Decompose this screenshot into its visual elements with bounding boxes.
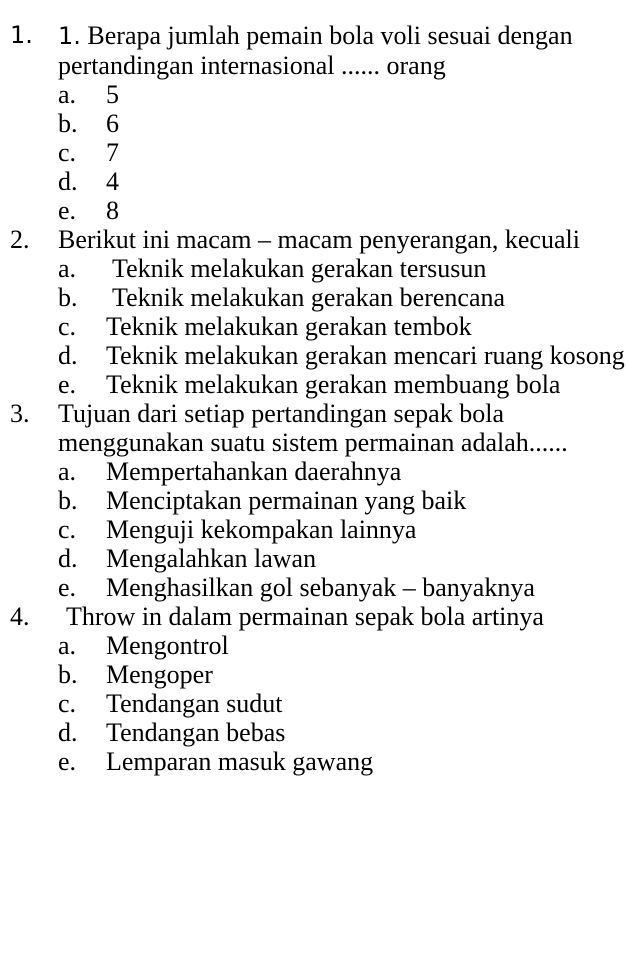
question-text: Tujuan dari setiap pertandingan sepak bola menggunakan suatu sistem permainan adalah...... [58, 399, 568, 457]
question-number: 1. [10, 21, 33, 49]
option-d [58, 718, 628, 747]
option-text: Teknik melakukan gerakan mencari ruang kosong [106, 341, 625, 370]
option-letter: d. [58, 544, 78, 573]
option-a [58, 254, 628, 283]
option-text: Menciptakan permainan yang baik [106, 486, 467, 515]
question-text: Berikut ini macam – macam penyerangan, kecuali [58, 225, 580, 254]
option-a [58, 457, 628, 486]
option-letter: b. [58, 660, 78, 689]
question-number: 4. [10, 602, 30, 631]
option-text: 7 [106, 138, 119, 167]
option-letter: e. [58, 370, 77, 399]
option-a [58, 80, 628, 109]
option-text: Teknik melakukan gerakan tersusun [112, 254, 487, 283]
option-letter: d. [58, 341, 78, 370]
option-letter: b. [58, 109, 78, 138]
question-number: 2. [10, 225, 30, 254]
question-3 [0, 399, 628, 602]
option-text: Mengoper [106, 660, 213, 689]
option-e [58, 573, 628, 602]
option-e [58, 747, 628, 776]
option-letter: a. [58, 80, 77, 109]
option-e [58, 196, 628, 225]
option-d [58, 341, 628, 370]
option-letter: c. [58, 689, 77, 718]
question-text: Throw in dalam permainan sepak bola artinya [66, 602, 544, 631]
question-prefix: 1. [58, 22, 81, 50]
option-c [58, 689, 628, 718]
question-body: Berapa jumlah pemain bola voli sesuai dengan pertandingan internasional ...... orang [58, 21, 573, 80]
option-e [58, 370, 628, 399]
option-letter: d. [58, 167, 78, 196]
option-text: 6 [106, 109, 119, 138]
option-b [58, 109, 628, 138]
quiz-document [0, 21, 628, 776]
option-text: Menghasilkan gol sebanyak – banyaknya [106, 573, 535, 602]
option-text: Teknik melakukan gerakan berencana [112, 283, 506, 312]
option-text: Lemparan masuk gawang [106, 747, 374, 776]
option-b [58, 486, 628, 515]
option-letter: a. [58, 457, 77, 486]
option-letter: e. [58, 573, 77, 602]
option-text: Tendangan sudut [106, 689, 283, 718]
option-text: Teknik melakukan gerakan membuang bola [106, 370, 561, 399]
option-letter: b. [58, 486, 78, 515]
option-text: Mengalahkan lawan [106, 544, 317, 573]
option-letter: a. [58, 631, 77, 660]
question-1 [0, 21, 628, 225]
question-number: 3. [10, 399, 30, 428]
option-text: 8 [106, 196, 119, 225]
option-text: Teknik melakukan gerakan tembok [106, 312, 472, 341]
option-text: 4 [106, 167, 119, 196]
option-letter: b. [58, 283, 78, 312]
option-c [58, 515, 628, 544]
question-4 [0, 602, 628, 776]
option-c [58, 138, 628, 167]
option-letter: d. [58, 718, 78, 747]
option-letter: e. [58, 196, 77, 225]
option-letter: a. [58, 254, 77, 283]
question-text [58, 21, 628, 80]
option-letter: c. [58, 312, 77, 341]
option-letter: c. [58, 138, 77, 167]
option-text: Mengontrol [106, 631, 229, 660]
option-b [58, 283, 628, 312]
option-text: Mempertahankan daerahnya [106, 457, 402, 486]
option-text: Menguji kekompakan lainnya [106, 515, 417, 544]
option-letter: c. [58, 515, 77, 544]
question-2 [0, 225, 628, 399]
option-a [58, 631, 628, 660]
option-letter: e. [58, 747, 77, 776]
option-d [58, 544, 628, 573]
option-c [58, 312, 628, 341]
option-text: 5 [106, 80, 119, 109]
option-text: Tendangan bebas [106, 718, 286, 747]
option-b [58, 660, 628, 689]
option-d [58, 167, 628, 196]
